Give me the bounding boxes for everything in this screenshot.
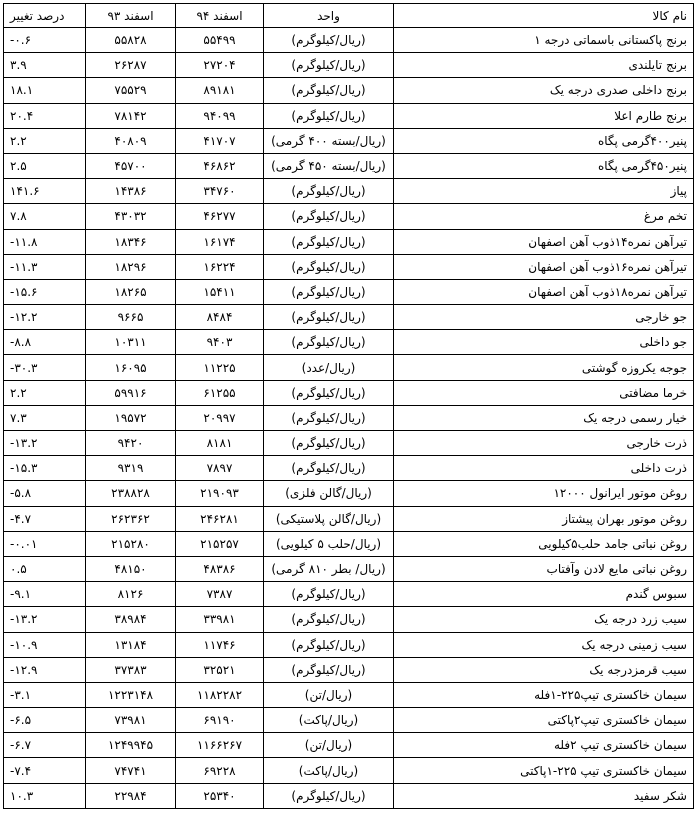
cell-change: -۳.۱ [4, 682, 86, 707]
cell-unit: (ریال/عدد) [264, 355, 394, 380]
cell-esfand93: ۴۵۷۰۰ [86, 153, 176, 178]
cell-change: ۷.۳ [4, 405, 86, 430]
table-row [4, 103, 694, 128]
cell-esfand94: ۸۱۸۱ [176, 431, 264, 456]
cell-name: سیمان خاکستری تیپ ۲فله [394, 733, 694, 758]
cell-esfand93: ۱۸۲۶۵ [86, 279, 176, 304]
header-unit: واحد [264, 4, 394, 28]
cell-name: سیمان خاکستری تیپ۲پاکتی [394, 708, 694, 733]
cell-name: برنج داخلی صدری درجه یک [394, 78, 694, 103]
cell-esfand93: ۱۶۰۹۵ [86, 355, 176, 380]
cell-change: -۱۳.۲ [4, 607, 86, 632]
cell-name: خیار رسمی درجه یک [394, 405, 694, 430]
cell-esfand93: ۷۸۱۴۲ [86, 103, 176, 128]
cell-change: -۰.۶ [4, 28, 86, 53]
cell-unit: (ریال/کیلوگرم) [264, 78, 394, 103]
table-row [4, 582, 694, 607]
cell-esfand93: ۴۰۸۰۹ [86, 128, 176, 153]
cell-esfand94: ۲۱۹۰۹۳ [176, 481, 264, 506]
table-row [4, 153, 694, 178]
cell-esfand94: ۱۱۸۲۲۸۲ [176, 682, 264, 707]
cell-unit: (ریال/کیلوگرم) [264, 582, 394, 607]
cell-esfand94: ۲۵۳۴۰ [176, 783, 264, 808]
cell-name: روغن نباتی مایع لادن وآفتاب [394, 556, 694, 581]
cell-esfand93: ۱۸۳۴۶ [86, 229, 176, 254]
cell-unit: (ریال/کیلوگرم) [264, 431, 394, 456]
cell-name: روغن موتور بهران پیشتاز [394, 506, 694, 531]
cell-name: سبوس گندم [394, 582, 694, 607]
cell-change: -۸.۸ [4, 330, 86, 355]
cell-unit: (ریال/کیلوگرم) [264, 783, 394, 808]
cell-name: پنیر۴۵۰گرمی پگاه [394, 153, 694, 178]
cell-name: روغن موتور ایرانول ۱۲۰۰۰ [394, 481, 694, 506]
cell-change: ۲.۲ [4, 128, 86, 153]
table-row [4, 330, 694, 355]
cell-name: جو خارجی [394, 305, 694, 330]
cell-unit: (ریال/کیلوگرم) [264, 179, 394, 204]
cell-unit: (ریال/پاکت) [264, 758, 394, 783]
cell-unit: (ریال/کیلوگرم) [264, 632, 394, 657]
cell-unit: (ریال/کیلوگرم) [264, 607, 394, 632]
cell-unit: (ریال/کیلوگرم) [264, 254, 394, 279]
cell-unit: (ریال/حلب ۵ کیلویی) [264, 531, 394, 556]
cell-unit: (ریال/بسته ۴۵۰ گرمی) [264, 153, 394, 178]
cell-name: سیب زرد درجه یک [394, 607, 694, 632]
cell-esfand93: ۲۶۲۸۷ [86, 53, 176, 78]
table-row [4, 783, 694, 808]
table-row [4, 758, 694, 783]
cell-change: -۳۰.۳ [4, 355, 86, 380]
cell-esfand94: ۱۶۱۷۴ [176, 229, 264, 254]
cell-esfand94: ۲۴۶۲۸۱ [176, 506, 264, 531]
cell-change: -۵.۸ [4, 481, 86, 506]
cell-esfand94: ۲۱۵۲۵۷ [176, 531, 264, 556]
header-change: درصد تغییر [4, 4, 86, 28]
cell-esfand93: ۸۱۲۶ [86, 582, 176, 607]
header-name: نام کالا [394, 4, 694, 28]
cell-change: -۱۳.۲ [4, 431, 86, 456]
table-row [4, 556, 694, 581]
cell-esfand93: ۲۳۸۸۲۸ [86, 481, 176, 506]
table-row [4, 254, 694, 279]
cell-esfand94: ۶۱۲۵۵ [176, 380, 264, 405]
cell-esfand93: ۴۳۰۳۲ [86, 204, 176, 229]
cell-change: -۱۰.۹ [4, 632, 86, 657]
cell-unit: (ریال/کیلوگرم) [264, 330, 394, 355]
cell-change: -۶.۵ [4, 708, 86, 733]
cell-esfand93: ۲۲۹۸۴ [86, 783, 176, 808]
cell-esfand94: ۱۵۴۱۱ [176, 279, 264, 304]
cell-unit: (ریال/کیلوگرم) [264, 103, 394, 128]
table-row [4, 481, 694, 506]
table-row [4, 456, 694, 481]
cell-esfand94: ۴۸۳۸۶ [176, 556, 264, 581]
cell-unit: (ریال/کیلوگرم) [264, 53, 394, 78]
cell-name: برنج تایلندی [394, 53, 694, 78]
cell-name: تیرآهن نمره۱۸ذوب آهن اصفهان [394, 279, 694, 304]
cell-name: سیب قرمزدرجه یک [394, 657, 694, 682]
cell-change: ۲.۲ [4, 380, 86, 405]
cell-esfand94: ۴۱۷۰۷ [176, 128, 264, 153]
table-row [4, 53, 694, 78]
cell-esfand94: ۵۵۴۹۹ [176, 28, 264, 53]
table-row [4, 229, 694, 254]
cell-esfand93: ۷۳۹۸۱ [86, 708, 176, 733]
table-row [4, 431, 694, 456]
cell-change: -۱۲.۹ [4, 657, 86, 682]
table-row [4, 733, 694, 758]
cell-esfand93: ۹۶۶۵ [86, 305, 176, 330]
cell-change: -۱۱.۸ [4, 229, 86, 254]
cell-name: سیمان خاکستری تیپ۲۲۵-۱فله [394, 682, 694, 707]
table-row [4, 128, 694, 153]
table-row [4, 355, 694, 380]
cell-change: ۰.۵ [4, 556, 86, 581]
cell-esfand94: ۱۱۷۴۶ [176, 632, 264, 657]
cell-name: روغن نباتی جامد حلب۵کیلویی [394, 531, 694, 556]
cell-name: تخم مرغ [394, 204, 694, 229]
table-row [4, 179, 694, 204]
cell-esfand93: ۹۳۱۹ [86, 456, 176, 481]
cell-unit: (ریال/بسته ۴۰۰ گرمی) [264, 128, 394, 153]
cell-esfand94: ۲۰۹۹۷ [176, 405, 264, 430]
cell-name: ذرت داخلی [394, 456, 694, 481]
cell-change: ۳.۹ [4, 53, 86, 78]
cell-esfand93: ۷۵۵۲۹ [86, 78, 176, 103]
table-row [4, 708, 694, 733]
cell-unit: (ریال/پاکت) [264, 708, 394, 733]
cell-esfand94: ۱۶۲۲۴ [176, 254, 264, 279]
cell-unit: (ریال/کیلوگرم) [264, 657, 394, 682]
cell-unit: (ریال/کیلوگرم) [264, 380, 394, 405]
cell-change: -۱۲.۲ [4, 305, 86, 330]
table-row [4, 204, 694, 229]
cell-unit: (ریال/کیلوگرم) [264, 405, 394, 430]
cell-change: -۱۱.۳ [4, 254, 86, 279]
cell-esfand93: ۳۸۹۸۴ [86, 607, 176, 632]
cell-change: -۱۵.۳ [4, 456, 86, 481]
cell-change: -۶.۷ [4, 733, 86, 758]
cell-name: ذرت خارجی [394, 431, 694, 456]
table-row [4, 682, 694, 707]
table-row [4, 305, 694, 330]
cell-name: پنیر۴۰۰گرمی پگاه [394, 128, 694, 153]
cell-esfand94: ۳۴۷۶۰ [176, 179, 264, 204]
cell-name: سیمان خاکستری تیپ ۲۲۵-۱پاکتی [394, 758, 694, 783]
cell-esfand93: ۱۴۳۸۶ [86, 179, 176, 204]
cell-change: -۰.۰۱ [4, 531, 86, 556]
cell-name: خرما مضافتی [394, 380, 694, 405]
cell-esfand94: ۷۳۸۷ [176, 582, 264, 607]
cell-unit: (ریال/تن) [264, 682, 394, 707]
cell-esfand93: ۱۹۵۷۲ [86, 405, 176, 430]
cell-unit: (ریال/کیلوگرم) [264, 305, 394, 330]
cell-esfand94: ۶۹۱۹۰ [176, 708, 264, 733]
cell-esfand93: ۹۴۲۰ [86, 431, 176, 456]
cell-change: ۱۰.۳ [4, 783, 86, 808]
cell-unit: (ریال/کیلوگرم) [264, 204, 394, 229]
header-esfand93: اسفند ۹۳ [86, 4, 176, 28]
cell-name: تیرآهن نمره۱۶ذوب آهن اصفهان [394, 254, 694, 279]
cell-unit: (ریال/گالن پلاستیکی) [264, 506, 394, 531]
cell-name: جوجه یکروزه گوشتی [394, 355, 694, 380]
cell-esfand94: ۹۴۰۹۹ [176, 103, 264, 128]
cell-unit: (ریال/کیلوگرم) [264, 279, 394, 304]
cell-name: پیاز [394, 179, 694, 204]
cell-esfand94: ۱۱۶۶۲۶۷ [176, 733, 264, 758]
cell-esfand94: ۴۶۸۶۲ [176, 153, 264, 178]
cell-unit: (ریال/کیلوگرم) [264, 28, 394, 53]
cell-change: ۱۸.۱ [4, 78, 86, 103]
cell-esfand94: ۸۹۱۸۱ [176, 78, 264, 103]
cell-esfand93: ۲۶۲۳۶۲ [86, 506, 176, 531]
cell-esfand93: ۱۲۲۳۱۴۸ [86, 682, 176, 707]
table-row [4, 28, 694, 53]
cell-unit: (ریال/کیلوگرم) [264, 456, 394, 481]
cell-esfand93: ۲۱۵۲۸۰ [86, 531, 176, 556]
cell-esfand93: ۴۸۱۵۰ [86, 556, 176, 581]
cell-esfand93: ۱۰۳۱۱ [86, 330, 176, 355]
cell-esfand93: ۱۸۲۹۶ [86, 254, 176, 279]
cell-change: -۴.۷ [4, 506, 86, 531]
cell-name: تیرآهن نمره۱۴ذوب آهن اصفهان [394, 229, 694, 254]
cell-esfand93: ۱۲۴۹۹۴۵ [86, 733, 176, 758]
header-row [4, 4, 694, 28]
cell-unit: (ریال/گالن فلزی) [264, 481, 394, 506]
cell-esfand93: ۵۹۹۱۶ [86, 380, 176, 405]
cell-change: ۱۴۱.۶ [4, 179, 86, 204]
table-row [4, 279, 694, 304]
table-row [4, 657, 694, 682]
cell-esfand94: ۹۴۰۳ [176, 330, 264, 355]
cell-esfand94: ۴۶۲۷۷ [176, 204, 264, 229]
cell-name: برنج طارم اعلا [394, 103, 694, 128]
cell-unit: (ریال/کیلوگرم) [264, 229, 394, 254]
cell-esfand94: ۷۸۹۷ [176, 456, 264, 481]
table-row [4, 531, 694, 556]
header-esfand94: اسفند ۹۴ [176, 4, 264, 28]
cell-change: -۱۵.۶ [4, 279, 86, 304]
cell-change: -۹.۱ [4, 582, 86, 607]
cell-esfand93: ۳۷۳۸۳ [86, 657, 176, 682]
table-row [4, 506, 694, 531]
cell-name: جو داخلی [394, 330, 694, 355]
cell-change: ۲.۵ [4, 153, 86, 178]
cell-change: -۷.۴ [4, 758, 86, 783]
table-row [4, 78, 694, 103]
price-table [3, 3, 694, 809]
table-row [4, 607, 694, 632]
cell-esfand94: ۶۹۲۲۸ [176, 758, 264, 783]
cell-name: سیب زمینی درجه یک [394, 632, 694, 657]
cell-esfand94: ۳۳۹۸۱ [176, 607, 264, 632]
cell-name: شکر سفید [394, 783, 694, 808]
cell-esfand93: ۷۴۷۴۱ [86, 758, 176, 783]
table-row [4, 380, 694, 405]
cell-change: ۲۰.۴ [4, 103, 86, 128]
cell-change: ۷.۸ [4, 204, 86, 229]
cell-name: برنج پاکستانی باسماتی درجه ۱ [394, 28, 694, 53]
cell-esfand94: ۱۱۲۲۵ [176, 355, 264, 380]
cell-esfand93: ۵۵۸۲۸ [86, 28, 176, 53]
cell-esfand94: ۳۲۵۲۱ [176, 657, 264, 682]
cell-esfand94: ۸۴۸۴ [176, 305, 264, 330]
cell-unit: (ریال/ بطر ۸۱۰ گرمی) [264, 556, 394, 581]
cell-esfand94: ۲۷۲۰۴ [176, 53, 264, 78]
table-row [4, 632, 694, 657]
table-row [4, 405, 694, 430]
cell-esfand93: ۱۳۱۸۴ [86, 632, 176, 657]
cell-unit: (ریال/تن) [264, 733, 394, 758]
